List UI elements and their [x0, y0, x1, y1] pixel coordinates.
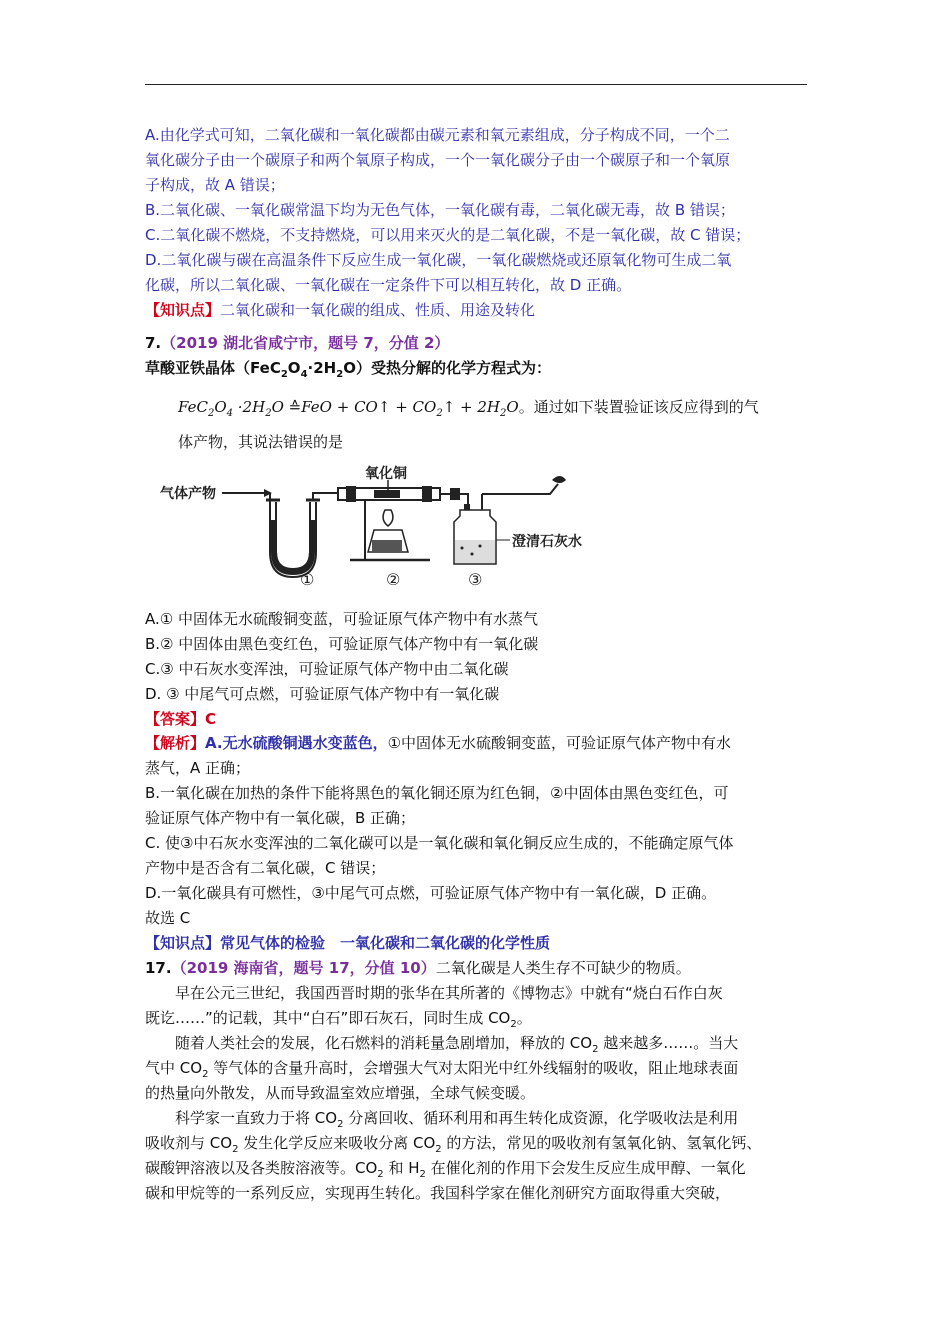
q7-analysis-line2: 蒸气，A 正确；	[145, 759, 251, 777]
analysis-a-text: ①中固体无水硫酸铜变蓝，可验证原气体产物中有水	[387, 734, 732, 752]
q17-p3-line3	[145, 1156, 746, 1180]
bubble	[471, 553, 474, 556]
gas-product-label: 气体产物	[160, 486, 216, 502]
q7-stem-line2: 体产物，其说法错误的是	[178, 433, 344, 451]
q17-header	[145, 956, 691, 980]
knowledge-text: 二氧化碳和一氧化碳的组成、性质、用途及转化	[220, 301, 536, 319]
sub: 2	[435, 1144, 442, 1155]
chemical-equation: $FeC_2O_4 \cdot 2H_2O$ ≙FeO + CO↑ + $CO_2↑ + 2H_2O$	[178, 398, 519, 419]
flame-icon	[383, 510, 393, 526]
sub: 2	[202, 1069, 209, 1080]
stopper-left	[346, 486, 356, 502]
q17-p3-line1	[145, 1106, 738, 1130]
q7-analysis-line4: 验证原气体产物中有一氧化碳，B 正确；	[145, 809, 416, 827]
q7-formula-line	[178, 392, 759, 422]
anhydrous-cuso4	[271, 520, 315, 575]
label-1: ①	[300, 570, 315, 589]
sub: 2	[232, 1144, 239, 1155]
q17-number: 17.	[145, 959, 172, 977]
sub: 2	[336, 369, 344, 380]
q7-stem	[145, 356, 551, 380]
q7-answer: 【答案】C	[145, 710, 217, 728]
bubble	[461, 547, 464, 550]
q17-text: 发生化学反应来吸收分离 CO	[238, 1134, 436, 1152]
q7-analysis-line3: B.一氧化碳在加热的条件下能将黑色的氧化铜还原为红色铜，②中固体由黑色变红色，可	[145, 784, 729, 802]
stopper-outlet	[450, 488, 460, 500]
q7-formula-after: 。通过如下装置验证该反应得到的气	[518, 398, 759, 416]
bubble	[479, 545, 482, 548]
q7-header	[145, 331, 449, 355]
stopper-right	[422, 486, 432, 502]
q17-source: （2019 海南省，题号 17，分值 10）	[171, 959, 436, 977]
q17-text: 既讫……”的记载，其中“白石”即石灰石，同时生成 CO	[145, 1009, 511, 1027]
prev-option-b: B.二氧化碳、一氧化碳常温下均为无色气体，一氧化碳有毒，二氧化碳无毒，故 B 错误；	[145, 201, 735, 219]
prev-option-a-line2: 氧化碳分子由一个碳原子和两个氧原子构成，一个一氧化碳分子由一个碳原子和一个氧原	[145, 151, 731, 169]
q17-text: 分离回收、循环利用和再生转化成资源，化学吸收法是利用	[343, 1109, 739, 1127]
q17-p2-line3: 的热量向外散发，从而导致温室效应增强，全球气候变暖。	[145, 1084, 536, 1102]
q7-analysis-line6: 产物中是否含有二氧化碳，C 错误；	[145, 859, 386, 877]
q7-option-d: D. ③ 中尾气可点燃，可验证原气体产物中有一氧化碳	[145, 685, 500, 703]
analysis-label: 【解析】	[145, 734, 206, 752]
q17-p1-line1: 早在公元三世纪，我国西晋时期的张华在其所著的《博物志》中就有“烧白石作白灰	[175, 984, 723, 1002]
knowledge-label: 【知识点】	[145, 301, 221, 319]
q17-p2-line1	[145, 1031, 738, 1055]
q7-analysis-line5: C. 使③中石灰水变浑浊的二氧化碳可以是一氧化碳和氧化铜反应生成的，不能确定原气体	[145, 834, 734, 852]
q7-source: （2019 湖北省咸宁市，题号 7，分值 2）	[161, 334, 450, 352]
q17-text: 越来越多……。当大	[598, 1034, 739, 1052]
sub: 4	[300, 369, 308, 380]
q17-text: 。	[516, 1009, 532, 1027]
q17-text: 在催化剂的作用下会发生反应生成甲醇、一氧化	[425, 1159, 746, 1177]
q17-text: 的方法，常见的吸收剂有氢氧化钠、氢氧化钙、	[441, 1134, 762, 1152]
cuo-label: 氧化铜	[365, 466, 407, 482]
q17-p1-line2	[145, 1006, 532, 1030]
sub: 2	[592, 1044, 599, 1055]
limewater-label: 澄清石灰水	[512, 534, 582, 550]
analysis-a-bold: A.无水硫酸铜遇水变蓝色，	[205, 734, 388, 752]
q17-p3-line4: 碳和甲烷等的一系列反应，实现再生转化。我国科学家在催化剂研究方面取得重大突破，	[145, 1184, 731, 1202]
q7-conclusion: 故选 C	[145, 909, 191, 927]
q7-option-c: C.③ 中石灰水变浑浊，可验证原气体产物中由二氧化碳	[145, 660, 509, 678]
tail-gas-flame-icon	[552, 476, 566, 483]
prev-option-a-line1: A.由化学式可知，二氧化碳和一氧化碳都由碳元素和氧元素组成，分子构成不同，一个二	[145, 126, 730, 144]
copper-oxide	[374, 490, 400, 498]
q7-stem-text: 草酸亚铁晶体（FeC	[145, 359, 281, 377]
label-2: ②	[386, 570, 401, 589]
q17-text: 碳酸钾溶液以及各类胺溶液等。CO	[145, 1159, 378, 1177]
q7-stem-text: O	[287, 359, 301, 377]
sub: 2	[419, 1169, 426, 1180]
prev-option-d-line1: D.二氧化碳与碳在高温条件下反应生成一氧化碳，一氧化碳燃烧或还原氧化物可生成二氧	[145, 251, 732, 269]
label-3: ③	[468, 570, 483, 589]
q17-p2-line2	[145, 1056, 738, 1080]
q17-text: 和 H	[383, 1159, 420, 1177]
prev-option-a-line3: 子构成，故 A 错误；	[145, 176, 285, 194]
q17-text: 吸收剂与 CO	[145, 1134, 233, 1152]
header-rule	[145, 84, 807, 85]
apparatus-diagram	[160, 460, 582, 590]
q7-number: 7.	[145, 334, 162, 352]
q17-text: 气中 CO	[145, 1059, 203, 1077]
prev-option-d-line2: 化碳，所以二氧化碳、一氧化碳在一定条件下可以相互转化，故 D 正确。	[145, 276, 632, 294]
q17-p3-line2	[145, 1131, 761, 1155]
prev-option-c: C.二氧化碳不燃烧，不支持燃烧，可以用来灭火的是二氧化碳，不是一氧化碳，故 C 错误；	[145, 226, 751, 244]
q17-text: 科学家一直致力于将 CO	[175, 1109, 338, 1127]
sub: 2	[377, 1169, 384, 1180]
q7-analysis-line7: D.一氧化碳具有可燃性，③中尾气可点燃，可验证原气体产物中有一氧化碳，D 正确。	[145, 884, 717, 902]
sub: 2	[510, 1019, 517, 1030]
sub: 2	[337, 1119, 344, 1130]
q7-analysis-line1	[145, 731, 731, 755]
q7-option-b: B.② 中固体由黑色变红色，可验证原气体产物中有一氧化碳	[145, 635, 539, 653]
bottle-stopper	[464, 504, 470, 510]
q7-knowledge-point: 【知识点】常见气体的检验 一氧化碳和二氧化碳的化学性质	[145, 934, 551, 952]
q17-text: 随着人类社会的发展，化石燃料的消耗量急剧增加，释放的 CO	[175, 1034, 593, 1052]
lamp-fuel	[372, 540, 402, 552]
q7-option-a: A.① 中固体无水硫酸铜变蓝，可验证原气体产物中有水蒸气	[145, 610, 538, 628]
q7-stem-text: O）受热分解的化学方程式为：	[343, 359, 551, 377]
q17-intro: 二氧化碳是人类生存不可缺少的物质。	[435, 959, 691, 977]
prev-knowledge-point	[145, 298, 535, 322]
limewater-liquid	[455, 540, 495, 563]
sub: 2	[280, 369, 288, 380]
q17-text: 等气体的含量升高时，会增强大气对太阳光中红外线辐射的吸收，阻止地球表面	[208, 1059, 739, 1077]
q7-stem-text: ·2H	[307, 359, 337, 377]
